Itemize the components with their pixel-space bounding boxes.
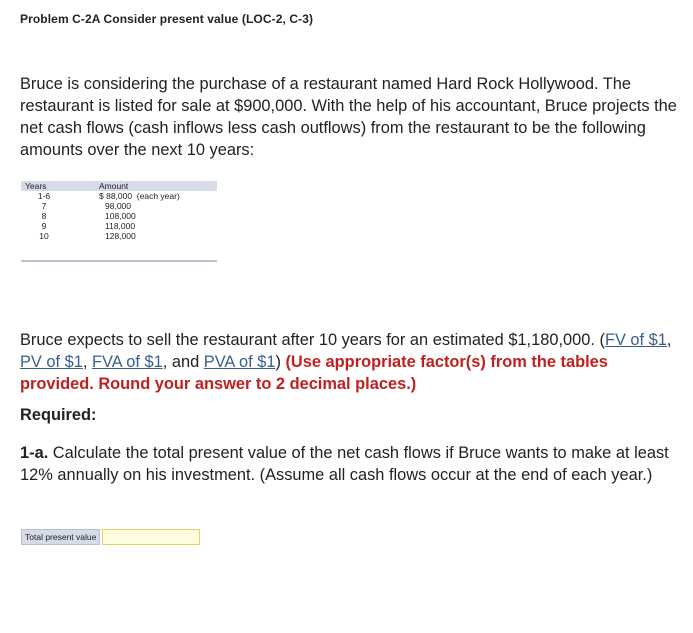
table-row xyxy=(21,191,217,201)
table-row xyxy=(21,201,217,211)
fv-of-1-link[interactable]: FV of $1 xyxy=(604,331,667,349)
required-heading: Required: xyxy=(20,406,97,424)
years-column-header: Years xyxy=(21,181,75,191)
question-number: 1-a. xyxy=(20,444,49,462)
table-row xyxy=(21,211,217,221)
resale-lead-text: Bruce expects to sell the restaurant after 10 years for an estimated $1,180,000. ( xyxy=(20,331,605,349)
amount-cell: $ 88,000 (each year) xyxy=(99,191,180,201)
question-1a xyxy=(20,442,685,486)
amount-cell: 128,000 xyxy=(105,231,136,241)
amount-cell: 98,000 xyxy=(105,201,131,211)
link-close-paren: ) xyxy=(275,353,286,371)
years-cell: 9 xyxy=(41,221,47,231)
years-cell: 1-6 xyxy=(37,191,51,201)
cash-flow-table-header xyxy=(21,181,217,191)
question-text: Calculate the total present value of the net cash flows if Bruce wants to make at least 12% annually on his investment. (Assume all cash flows occur at the end of each year.) xyxy=(20,444,669,484)
table-bottom-rule xyxy=(21,260,217,262)
total-present-value-input[interactable] xyxy=(102,529,200,545)
rounding-instruction: (Use appropriate factor(s) from the tables provided. Round your answer to 2 decimal places.) xyxy=(20,353,608,393)
years-cell: 7 xyxy=(41,201,47,211)
table-row xyxy=(21,221,217,231)
years-cell: 8 xyxy=(41,211,47,221)
problem-intro-text: Bruce is considering the purchase of a restaurant named Hard Rock Hollywood. The restaurant is listed for sale at $900,000. With the help of his accountant, Bruce projects the net cash flows (cash inflows less cash outflows) from the restaurant to be the following amounts over the next 10 years: xyxy=(20,75,677,159)
pva-of-1-link[interactable]: PVA of $1 xyxy=(203,353,276,371)
amount-cell: 108,000 xyxy=(105,211,136,221)
problem-title: Problem C-2A Consider present value (LOC-2, C-3) xyxy=(20,12,314,26)
resale-paragraph xyxy=(20,329,685,395)
link-separator: , xyxy=(666,331,672,349)
years-cell: 10 xyxy=(39,231,49,241)
table-row xyxy=(21,231,217,244)
pv-of-1-link[interactable]: PV of $1 xyxy=(20,353,83,371)
answer-row xyxy=(21,529,200,545)
link-separator: , and xyxy=(162,353,204,371)
link-separator: , xyxy=(82,353,92,371)
total-present-value-label: Total present value xyxy=(21,529,100,545)
cash-flow-table xyxy=(21,181,217,244)
amount-column-header: Amount xyxy=(75,181,217,191)
fva-of-1-link[interactable]: FVA of $1 xyxy=(91,353,163,371)
amount-cell: 118,000 xyxy=(105,221,136,231)
